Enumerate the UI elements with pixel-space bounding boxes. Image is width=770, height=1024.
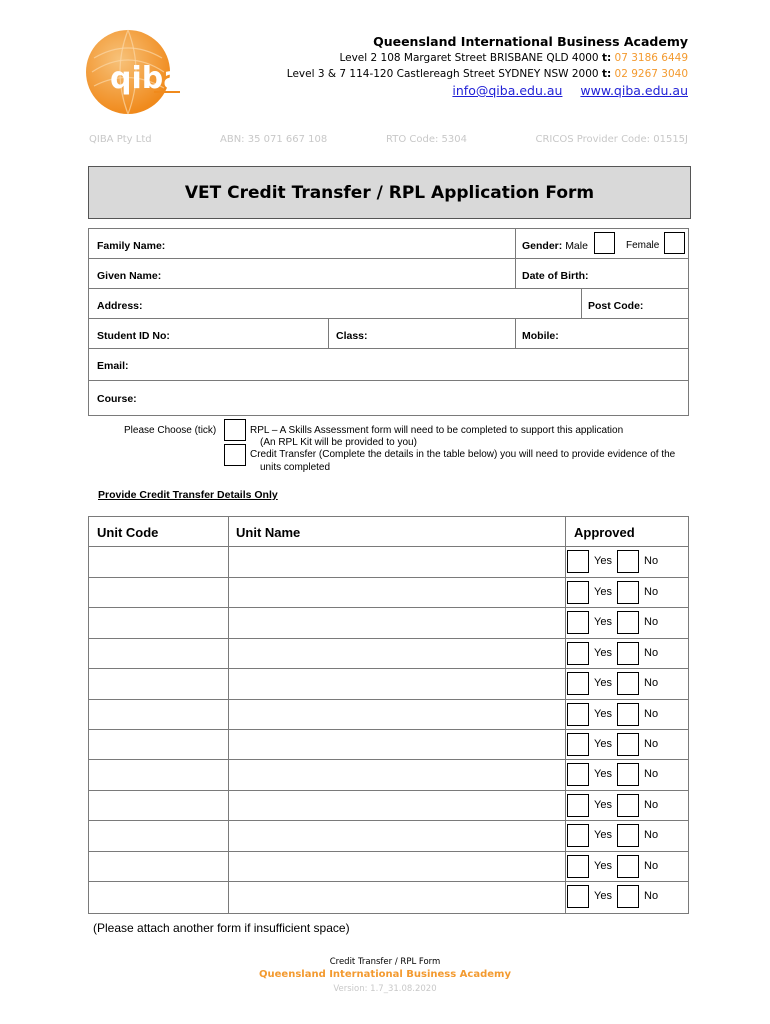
unit-name-cell[interactable] bbox=[229, 760, 565, 789]
brisbane-phone[interactable]: 07 3186 6449 bbox=[614, 52, 688, 64]
yes-label: Yes bbox=[594, 829, 612, 841]
no-label: No bbox=[644, 647, 659, 659]
no-checkbox[interactable] bbox=[617, 763, 639, 786]
org-name: Queensland International Business Academy bbox=[373, 34, 688, 49]
unit-name-cell[interactable] bbox=[229, 852, 565, 881]
yes-label: Yes bbox=[594, 555, 612, 567]
credit-transfer-checkbox[interactable] bbox=[224, 444, 246, 466]
yes-label: Yes bbox=[594, 647, 612, 659]
yes-label: Yes bbox=[594, 890, 612, 902]
rpl-line1: RPL – A Skills Assessment form will need to be completed to support this application bbox=[250, 425, 624, 436]
unit-name-cell[interactable] bbox=[229, 882, 565, 911]
unit-code-cell[interactable] bbox=[89, 852, 228, 881]
mobile-label: Mobile: bbox=[522, 330, 559, 342]
yes-checkbox[interactable] bbox=[567, 824, 589, 847]
gender-label bbox=[522, 240, 588, 252]
unit-name-cell[interactable] bbox=[229, 547, 565, 576]
no-checkbox[interactable] bbox=[617, 611, 639, 634]
unit-name-cell[interactable] bbox=[229, 791, 565, 820]
header-unit-name: Unit Name bbox=[236, 525, 301, 540]
unit-code-cell[interactable] bbox=[89, 821, 228, 850]
gender-text: Gender: bbox=[522, 240, 563, 252]
table-row bbox=[89, 760, 688, 789]
no-label: No bbox=[644, 890, 659, 902]
brisbane-phone-label: t: bbox=[601, 52, 612, 64]
unit-code-cell[interactable] bbox=[89, 882, 228, 911]
unit-code-cell[interactable] bbox=[89, 730, 228, 759]
form-title: VET Credit Transfer / RPL Application Form bbox=[184, 182, 595, 203]
no-checkbox[interactable] bbox=[617, 855, 639, 878]
header-unit-code: Unit Code bbox=[97, 525, 159, 540]
yes-checkbox[interactable] bbox=[567, 611, 589, 634]
table-row bbox=[89, 639, 688, 668]
postcode-label: Post Code: bbox=[588, 300, 644, 312]
no-label: No bbox=[644, 768, 659, 780]
header-approved: Approved bbox=[574, 525, 635, 540]
yes-label: Yes bbox=[594, 768, 612, 780]
student-id-label: Student ID No: bbox=[97, 330, 170, 342]
no-label: No bbox=[644, 616, 659, 628]
unit-code-cell[interactable] bbox=[89, 547, 228, 576]
table-row bbox=[89, 882, 688, 911]
unit-name-cell[interactable] bbox=[229, 700, 565, 729]
ct-line1: Credit Transfer (Complete the details in the table below) you will need to provide evidence of the bbox=[250, 449, 676, 460]
table-row bbox=[89, 547, 688, 576]
unit-name-cell[interactable] bbox=[229, 639, 565, 668]
sydney-phone[interactable]: 02 9267 3040 bbox=[614, 68, 688, 80]
family-name-label: Family Name: bbox=[97, 240, 166, 252]
ct-line2: units completed bbox=[260, 462, 331, 473]
email-link[interactable]: info@qiba.edu.au bbox=[452, 83, 563, 98]
unit-code-cell[interactable] bbox=[89, 608, 228, 637]
email-label: Email: bbox=[97, 360, 129, 372]
unit-code-cell[interactable] bbox=[89, 578, 228, 607]
sydney-address-line bbox=[287, 68, 688, 80]
footer-form-name: Credit Transfer / RPL Form bbox=[329, 957, 441, 967]
no-checkbox[interactable] bbox=[617, 703, 639, 726]
unit-name-cell[interactable] bbox=[229, 608, 565, 637]
qiba-logo bbox=[84, 28, 184, 118]
yes-label: Yes bbox=[594, 738, 612, 750]
rto-code: RTO Code: 5304 bbox=[386, 134, 467, 145]
dob-label: Date of Birth: bbox=[522, 270, 589, 282]
unit-code-cell[interactable] bbox=[89, 669, 228, 698]
yes-checkbox[interactable] bbox=[567, 550, 589, 573]
yes-label: Yes bbox=[594, 799, 612, 811]
yes-checkbox[interactable] bbox=[567, 794, 589, 817]
rpl-line2: (An RPL Kit will be provided to you) bbox=[260, 437, 417, 448]
table-row bbox=[89, 578, 688, 607]
yes-label: Yes bbox=[594, 616, 612, 628]
rpl-checkbox[interactable] bbox=[224, 419, 246, 441]
credit-transfer-table bbox=[88, 516, 689, 914]
yes-checkbox[interactable] bbox=[567, 885, 589, 908]
no-checkbox[interactable] bbox=[617, 885, 639, 908]
table-row bbox=[89, 608, 688, 637]
no-checkbox[interactable] bbox=[617, 672, 639, 695]
no-label: No bbox=[644, 708, 659, 720]
form-title-box bbox=[88, 166, 691, 219]
no-label: No bbox=[644, 799, 659, 811]
footer-org-name: Queensland International Business Academy bbox=[259, 969, 511, 980]
male-label: Male bbox=[565, 240, 588, 252]
unit-name-cell[interactable] bbox=[229, 669, 565, 698]
unit-code-cell[interactable] bbox=[89, 791, 228, 820]
brisbane-address: Level 2 108 Margaret Street BRISBANE QLD 4000 bbox=[339, 52, 599, 64]
yes-checkbox[interactable] bbox=[567, 672, 589, 695]
no-checkbox[interactable] bbox=[617, 733, 639, 756]
yes-label: Yes bbox=[594, 586, 612, 598]
table-row bbox=[89, 669, 688, 698]
female-label: Female bbox=[626, 240, 660, 251]
no-label: No bbox=[644, 829, 659, 841]
yes-checkbox[interactable] bbox=[567, 855, 589, 878]
unit-name-cell[interactable] bbox=[229, 821, 565, 850]
company-name: QIBA Pty Ltd bbox=[89, 134, 152, 145]
no-checkbox[interactable] bbox=[617, 824, 639, 847]
table-row bbox=[89, 730, 688, 759]
unit-code-cell[interactable] bbox=[89, 760, 228, 789]
yes-checkbox[interactable] bbox=[567, 703, 589, 726]
contact-links bbox=[438, 83, 688, 98]
footer-version: Version: 1.7_31.08.2020 bbox=[333, 984, 437, 994]
section-heading: Provide Credit Transfer Details Only bbox=[98, 489, 278, 501]
table-row bbox=[89, 700, 688, 729]
no-label: No bbox=[644, 555, 659, 567]
no-checkbox[interactable] bbox=[617, 581, 639, 604]
yes-checkbox[interactable] bbox=[567, 581, 589, 604]
class-label: Class: bbox=[336, 330, 368, 342]
website-link[interactable]: www.qiba.edu.au bbox=[580, 83, 688, 98]
course-label: Course: bbox=[97, 393, 137, 405]
cricos-code: CRICOS Provider Code: 01515J bbox=[535, 134, 688, 145]
yes-checkbox[interactable] bbox=[567, 642, 589, 665]
abn: ABN: 35 071 667 108 bbox=[220, 134, 328, 145]
table-row bbox=[89, 791, 688, 820]
given-name-label: Given Name: bbox=[97, 270, 162, 282]
no-checkbox[interactable] bbox=[617, 794, 639, 817]
brisbane-address-line bbox=[339, 52, 688, 64]
no-label: No bbox=[644, 738, 659, 750]
no-label: No bbox=[644, 677, 659, 689]
yes-label: Yes bbox=[594, 677, 612, 689]
table-row bbox=[89, 852, 688, 881]
unit-name-cell[interactable] bbox=[229, 730, 565, 759]
no-checkbox[interactable] bbox=[617, 550, 639, 573]
yes-label: Yes bbox=[594, 860, 612, 872]
logo-text: qiba bbox=[110, 61, 184, 96]
address-label: Address: bbox=[97, 300, 143, 312]
female-checkbox[interactable] bbox=[664, 232, 685, 254]
unit-name-cell[interactable] bbox=[229, 578, 565, 607]
table-row bbox=[89, 821, 688, 850]
unit-code-cell[interactable] bbox=[89, 700, 228, 729]
no-label: No bbox=[644, 586, 659, 598]
unit-code-cell[interactable] bbox=[89, 639, 228, 668]
sydney-phone-label: t: bbox=[601, 68, 612, 80]
attach-note: (Please attach another form if insufficient space) bbox=[93, 921, 350, 935]
yes-checkbox[interactable] bbox=[567, 733, 589, 756]
yes-checkbox[interactable] bbox=[567, 763, 589, 786]
no-checkbox[interactable] bbox=[617, 642, 639, 665]
yes-label: Yes bbox=[594, 708, 612, 720]
sydney-address: Level 3 & 7 114-120 Castlereagh Street SYDNEY NSW 2000 bbox=[286, 68, 599, 80]
male-checkbox[interactable] bbox=[594, 232, 615, 254]
no-label: No bbox=[644, 860, 659, 872]
choose-label: Please Choose (tick) bbox=[124, 425, 217, 436]
